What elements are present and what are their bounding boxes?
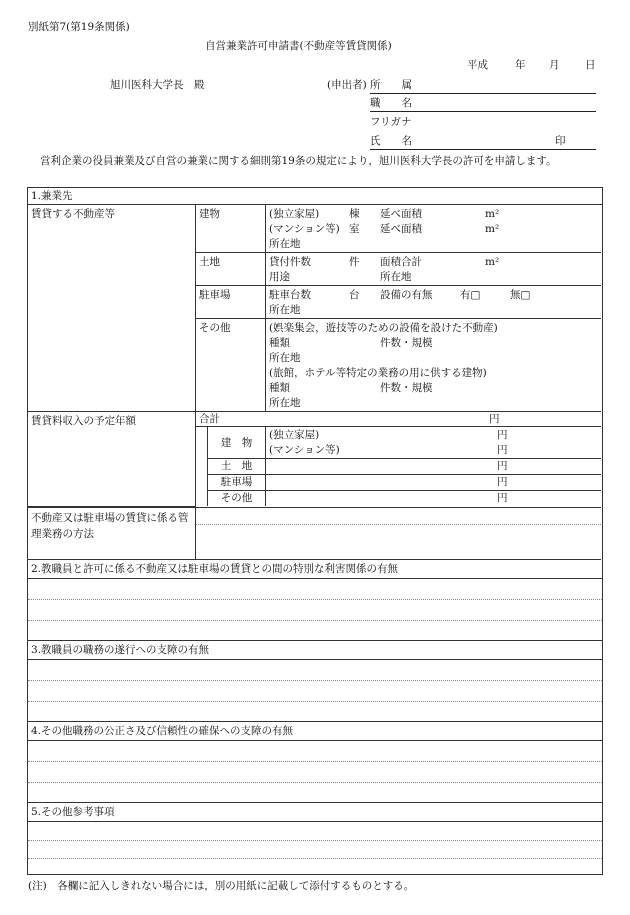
building-label: 建物 bbox=[199, 208, 220, 220]
section3-field[interactable] bbox=[28, 660, 602, 721]
section2-heading: 2.教職員と許可に係る不動産又は駐車場の賃貸との間の特別な利害関係の有無 bbox=[28, 560, 602, 579]
section4-heading: 4.その他職務の公正さ及び信頼性の確保への支障の有無 bbox=[28, 721, 602, 741]
land-location-label: 所在地 bbox=[380, 271, 412, 283]
income-total-label: 合計 bbox=[199, 413, 220, 425]
addressee: 旭川医科大学長 殿 bbox=[110, 79, 205, 91]
income-label: 賃貸料収入の予定年額 bbox=[31, 415, 136, 427]
other-count-scale-label: 件数・規模 bbox=[380, 337, 433, 349]
income-building-label: 建 物 bbox=[220, 437, 253, 449]
income-total-yen: 円 bbox=[489, 413, 500, 425]
parking-equipment-label: 設備の有無 bbox=[380, 289, 433, 301]
land-count-label: 貸付件数 bbox=[269, 256, 311, 268]
management-label: 不動産又は駐車場の賃貸に係る管理業務の方法 bbox=[31, 511, 189, 540]
land-detail-cell[interactable] bbox=[266, 253, 602, 286]
building-floor-area-label-2: 延べ面積 bbox=[380, 223, 422, 235]
section5-heading: 5.その他参考事項 bbox=[28, 802, 602, 822]
parking-location-label: 所在地 bbox=[269, 304, 301, 316]
date-day-label: 日 bbox=[585, 59, 596, 71]
other-hotel-label: (旅館，ホテル等特定の業務の用に供する建物) bbox=[269, 367, 487, 379]
building-mune-unit: 棟 bbox=[349, 208, 360, 220]
other-amusement-label: (娯楽集会，遊技等のための設備を設けた不動産) bbox=[269, 322, 498, 334]
building-detail-cell[interactable] bbox=[266, 205, 602, 253]
income-parking-label: 駐車場 bbox=[220, 476, 253, 488]
income-detached-yen: 円 bbox=[497, 429, 508, 441]
furigana-label: フリガナ bbox=[370, 116, 412, 128]
affiliation-label: 所 属 bbox=[370, 79, 412, 91]
intro-paragraph: 営利企業の役員兼業及び自営の兼業に関する細則第19条の規定により，旭川医科大学長の許可を申請します。 bbox=[40, 155, 557, 167]
income-land-label: 土 地 bbox=[220, 460, 253, 472]
income-parking-label-cell bbox=[208, 475, 266, 491]
other-location-label-2: 所在地 bbox=[269, 397, 301, 409]
income-table bbox=[27, 412, 601, 507]
date-era: 平成 bbox=[467, 59, 488, 71]
land-ken-unit: 件 bbox=[349, 256, 360, 268]
other-location-label: 所在地 bbox=[269, 352, 301, 364]
name-field[interactable] bbox=[370, 149, 596, 150]
income-land-cell[interactable] bbox=[266, 459, 602, 475]
other-label-cell bbox=[196, 319, 266, 412]
building-m2-unit: m² bbox=[485, 208, 500, 220]
income-detached-label: (独立家屋) bbox=[269, 429, 320, 441]
building-location-label: 所在地 bbox=[269, 238, 301, 250]
management-table bbox=[27, 507, 601, 560]
form-title: 自営兼業許可申請書(不動産等賃貸関係) bbox=[205, 40, 392, 52]
land-usage-label: 用途 bbox=[269, 271, 290, 283]
building-mansion: (マンション等) bbox=[269, 223, 340, 235]
section3-heading: 3.教職員の職務の遂行への支障の有無 bbox=[28, 640, 602, 660]
other-kind-label-2: 種類 bbox=[269, 382, 290, 394]
rental-table bbox=[27, 205, 601, 412]
income-other-label-cell bbox=[208, 491, 266, 507]
management-label-cell bbox=[28, 507, 196, 559]
position-label: 職 名 bbox=[370, 97, 412, 109]
income-land-yen: 円 bbox=[497, 460, 508, 472]
form-reference: 別紙第7(第19条関係) bbox=[28, 21, 130, 33]
section2-field[interactable] bbox=[28, 579, 602, 640]
section5-field[interactable] bbox=[28, 822, 602, 874]
rental-label: 賃貸する不動産等 bbox=[31, 208, 115, 220]
parking-count-label: 駐車台数 bbox=[269, 289, 311, 301]
other-count-scale-label-2: 件数・規模 bbox=[380, 382, 433, 394]
land-m2-unit: m² bbox=[485, 256, 500, 268]
income-land-label-cell bbox=[208, 459, 266, 475]
land-total-area-label: 面積合計 bbox=[380, 256, 422, 268]
income-mansion-yen: 円 bbox=[497, 444, 508, 456]
land-label-cell bbox=[196, 253, 266, 286]
rental-label-cell bbox=[28, 205, 196, 412]
footer-note: (注) 各欄に記入しきれない場合には，別の用紙に記載して添付するものとする。 bbox=[28, 880, 415, 892]
building-room-unit: 室 bbox=[349, 223, 360, 235]
parking-detail-cell[interactable] bbox=[266, 286, 602, 319]
parking-dai-unit: 台 bbox=[349, 289, 360, 301]
parking-label: 駐車場 bbox=[199, 289, 231, 301]
income-other-label: その他 bbox=[220, 492, 253, 504]
applicant-label: (申出者) bbox=[327, 79, 367, 91]
income-total-row[interactable] bbox=[196, 412, 602, 427]
form-table-frame bbox=[27, 187, 603, 875]
parking-label-cell bbox=[196, 286, 266, 319]
date-year-label: 年 bbox=[515, 59, 526, 71]
income-parking-cell[interactable] bbox=[266, 475, 602, 491]
building-label-cell bbox=[196, 205, 266, 253]
income-other-yen: 円 bbox=[497, 492, 508, 504]
parking-yes-checkbox[interactable]: 有□ bbox=[460, 289, 481, 301]
other-label: その他 bbox=[199, 322, 231, 334]
date-month-label: 月 bbox=[549, 59, 560, 71]
other-detail-cell[interactable] bbox=[266, 319, 602, 412]
section4-field[interactable] bbox=[28, 741, 602, 802]
income-other-cell[interactable] bbox=[266, 491, 602, 507]
building-floor-area-label: 延べ面積 bbox=[380, 208, 422, 220]
seal-label: 印 bbox=[555, 135, 566, 147]
section1-heading: 1.兼業先 bbox=[28, 188, 602, 205]
parking-no-checkbox[interactable]: 無□ bbox=[510, 289, 531, 301]
position-field[interactable] bbox=[370, 111, 596, 112]
income-label-cell bbox=[28, 412, 196, 506]
affiliation-field[interactable] bbox=[370, 93, 596, 94]
income-building-cell[interactable] bbox=[266, 427, 602, 459]
income-indent-cell bbox=[196, 427, 208, 507]
income-mansion-label: (マンション等) bbox=[269, 444, 340, 456]
building-m2-unit-2: m² bbox=[485, 223, 500, 235]
income-parking-yen: 円 bbox=[497, 476, 508, 488]
management-field[interactable] bbox=[196, 507, 602, 559]
building-detached: (独立家屋) bbox=[269, 208, 320, 220]
name-label: 氏 名 bbox=[370, 135, 412, 147]
income-building-label-cell bbox=[208, 427, 266, 459]
land-label: 土地 bbox=[199, 256, 220, 268]
other-kind-label: 種類 bbox=[269, 337, 290, 349]
